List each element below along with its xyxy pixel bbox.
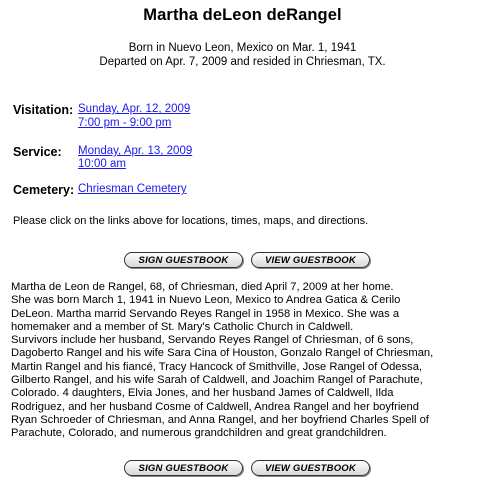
view-guestbook-button[interactable]: VIEW GUESTBOOK xyxy=(251,252,370,268)
obituary-line: Colorado. 4 daughters, Elvia Jones, and her husband James of Caldwell, Ilda xyxy=(11,387,394,400)
obituary-line: Martin Rangel and his fiancé, Tracy Hancock of Smithville, Jose Rangel of Odessa, xyxy=(11,360,423,373)
obituary-line: Dagoberto Rangel and his wife Sara Cina of Houston, Gonzalo Rangel of Chriesman, xyxy=(11,347,434,360)
service-date-link[interactable]: Monday, Apr. 13, 2009 xyxy=(78,145,193,157)
obituary-line: Ryan Schroeder of Chriesman, and Anna Rangel, and her boyfriend Charles Spell of xyxy=(11,413,429,426)
service-time-link[interactable]: 10:00 am xyxy=(78,158,126,170)
guestbook-buttons-top xyxy=(0,252,485,270)
obituary-line: Rodriguez, and her husband Cosme of Caldwell, Andrea Rangel and her boyfriend xyxy=(11,400,419,413)
obituary-line: She was born March 1, 1941 in Nuevo Leon, Mexico to Andrea Gatica & Cerilo xyxy=(11,294,401,307)
sign-guestbook-button[interactable]: SIGN GUESTBOOK xyxy=(124,252,243,268)
cemetery-link[interactable]: Chriesman Cemetery xyxy=(78,183,187,195)
visitation-date-link[interactable]: Sunday, Apr. 12, 2009 xyxy=(78,103,191,115)
obituary-line: Parachute, Colorado, and numerous grandchildren and great grandchildren. xyxy=(11,427,387,440)
departed-info: Departed on Apr. 7, 2009 and resided in Chriesman, TX. xyxy=(99,56,386,68)
sign-guestbook-button-bottom[interactable]: SIGN GUESTBOOK xyxy=(124,460,243,476)
visitation-label: Visitation: xyxy=(13,103,74,117)
guestbook-buttons-bottom xyxy=(0,460,485,478)
obituary-line: Survivors include her husband, Servando Reyes Rangel of Chriesman, of 6 sons, xyxy=(11,334,414,347)
view-guestbook-button-bottom[interactable]: VIEW GUESTBOOK xyxy=(251,460,370,476)
obituary-line: Martha de Leon de Rangel, 68, of Chriesman, died April 7, 2009 at her home. xyxy=(11,281,394,293)
obituary-line: Gilberto Rangel, and his wife Sarah of Caldwell, and Joachim Rangel of Parachute, xyxy=(11,374,423,387)
service-label: Service: xyxy=(13,145,62,159)
obituary-text xyxy=(11,281,481,441)
visitation-time-link[interactable]: 7:00 pm - 9:00 pm xyxy=(78,117,172,129)
directions-note: Please click on the links above for locations, times, maps, and directions. xyxy=(13,215,369,227)
obituary-line: homemaker and a member of St. Mary's Catholic Church in Caldwell. xyxy=(11,320,354,333)
obituary-line: DeLeon. Martha marrid Servando Reyes Rangel in 1958 in Mexico. She was a xyxy=(11,307,400,320)
page-title: Martha deLeon deRangel xyxy=(143,6,342,24)
birth-info: Born in Nuevo Leon, Mexico on Mar. 1, 1941 xyxy=(128,42,357,54)
cemetery-label: Cemetery: xyxy=(13,183,75,197)
